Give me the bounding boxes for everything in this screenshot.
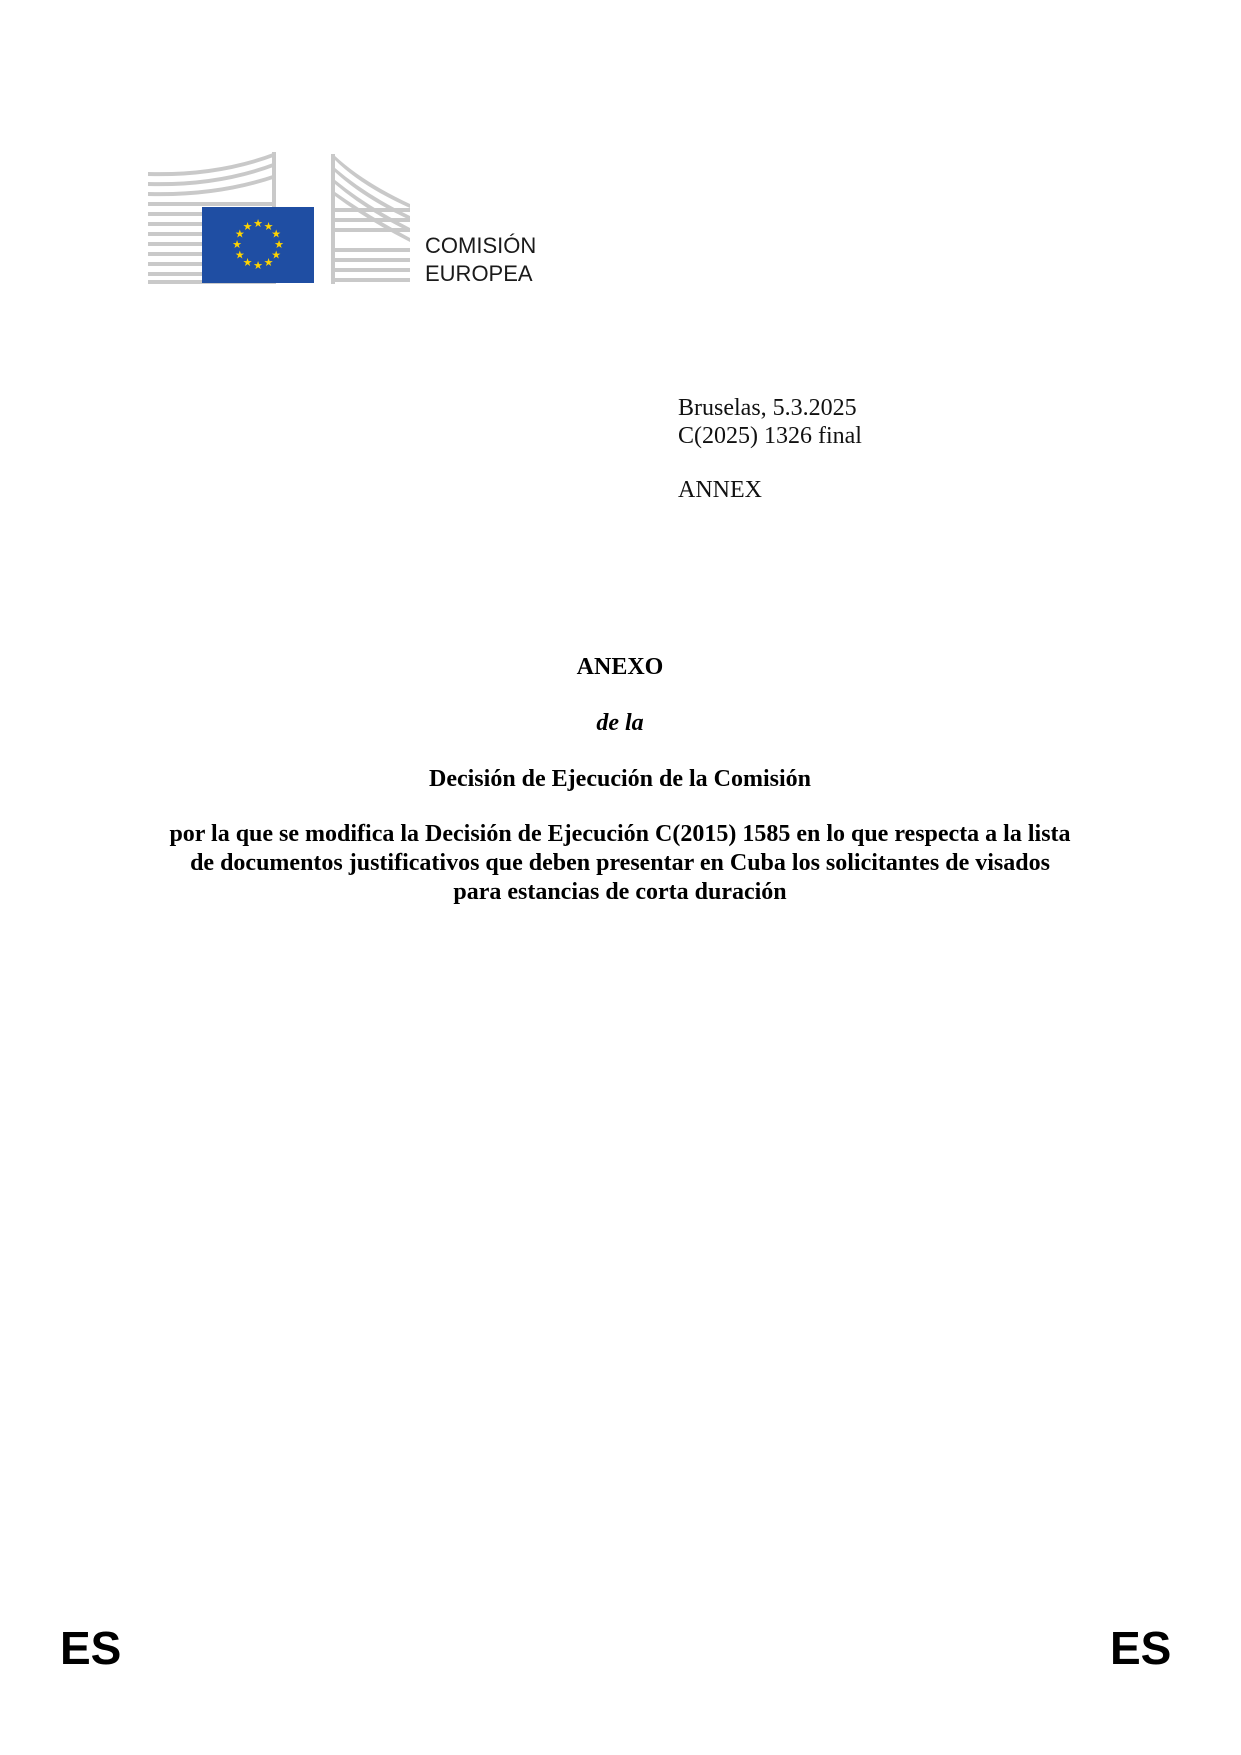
document-reference: C(2025) 1326 final [678,423,862,449]
svg-text:★: ★ [271,248,282,262]
svg-text:★: ★ [274,238,284,251]
building-right-stripes [331,154,410,284]
svg-text:★: ★ [253,259,263,272]
svg-text:★: ★ [242,219,253,233]
document-meta [678,394,862,504]
svg-text:★: ★ [271,227,282,241]
title-de-la: de la [596,710,644,736]
svg-text:★: ★ [234,227,245,241]
annex-label: ANNEX [678,477,762,503]
organization-name [425,232,536,288]
title-subject [100,820,1140,907]
svg-text:★: ★ [263,219,274,233]
svg-text:★: ★ [263,256,274,270]
place-date: Bruselas, 5.3.2025 [678,395,857,421]
title-decision: Decisión de Ejecución de la Comisión [429,766,811,792]
subject-line-2: de documentos justificativos que deben presentar en Cuba los solicitantes de visados [190,850,1050,876]
title-anexo: ANEXO [576,654,664,680]
svg-text:★: ★ [242,256,253,270]
svg-text:★: ★ [234,248,245,262]
org-name-line1: COMISIÓN [425,233,537,258]
subject-line-1: por la que se modifica la Decisión de Ejecución C(2015) 1585 en lo que respecta a la lista [169,821,1071,847]
european-commission-logo [148,152,410,284]
language-code-right: ES [1110,1622,1172,1674]
svg-text:★: ★ [253,217,263,230]
language-code-left: ES [60,1622,122,1674]
svg-text:★: ★ [232,238,242,251]
subject-line-3: para estancias de corta duración [453,879,787,905]
org-name-line2: EUROPEA [425,261,533,286]
